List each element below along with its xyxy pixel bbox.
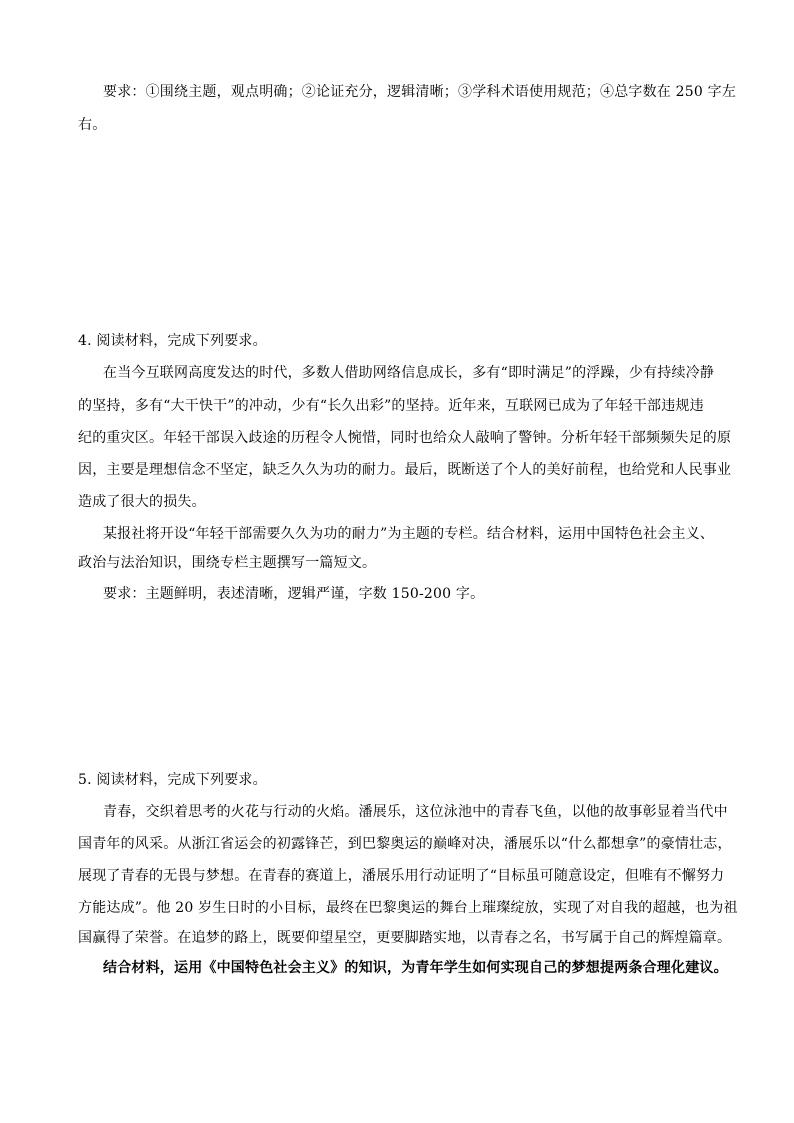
q3-requirement-line1: 要求：①围绕主题，观点明确；②论证充分，逻辑清晰；③学科术语使用规范；④总字数在 250 字左 [103, 84, 737, 100]
q5-paragraph-line: 青春，交织着思考的火花与行动的火焰。潘展乐，这位泳池中的青春飞鱼，以他的故事彰显着当代中 [103, 804, 728, 820]
q3-requirement-line2: 右。 [78, 117, 107, 133]
q4-paragraph1-line: 因，主要是理想信念不坚定，缺乏久久为功的耐力。最后，既断送了个人的美好前程，也给党和人民事业 [78, 462, 732, 478]
q5-paragraph-line: 国青年的风采。从浙江省运会的初露锋芒，到巴黎奥运的巅峰对决，潘展乐以“什么都想拿”的豪情壮志， [78, 836, 732, 852]
q4-requirement: 要求：主题鲜明，表述清晰，逻辑严谨，字数 150-200 字。 [103, 586, 485, 602]
q4-paragraph1-line: 纪的重灾区。年轻干部误入歧途的历程令人惋惜，同时也给众人敲响了警钟。分析年轻干部频频失足的原 [78, 430, 732, 446]
q5-paragraph-line: 展现了青春的无畏与梦想。在青春的赛道上，潘展乐用行动证明了“目标虽可随意设定，但唯有不懈努力 [78, 868, 725, 884]
q5-heading: 5. 阅读材料，完成下列要求。 [78, 772, 267, 788]
q4-paragraph1-line: 造成了很大的损失。 [78, 494, 206, 510]
q4-paragraph2-line: 某报社将开设“年轻干部需要久久为功的耐力”为主题的专栏。结合材料，运用中国特色社会主义、 [103, 526, 715, 542]
q5-paragraph-line: 方能达成”。他 20 岁生日时的小目标，最终在巴黎奥运的舞台上璀璨绽放，实现了对自我的超越，也为祖 [78, 900, 738, 916]
q4-paragraph1-line: 的坚持，多有“大干快干”的冲动，少有“长久出彩”的坚持。近年来，互联网已成为了年轻干部违规违 [78, 398, 704, 414]
q4-paragraph1-line: 在当今互联网高度发达的时代，多数人借助网络信息成长，多有“即时满足”的浮躁，少有持续冷静 [103, 365, 715, 381]
q5-paragraph-line: 国赢得了荣誉。在追梦的路上，既要仰望星空，更要脚踏实地，以青春之名，书写属于自己的辉煌篇章。 [78, 930, 732, 946]
q4-heading: 4. 阅读材料，完成下列要求。 [78, 333, 267, 349]
q4-paragraph2-line: 政治与法治知识，围绕专栏主题撰写一篇短文。 [78, 555, 377, 571]
q5-question: 结合材料，运用《中国特色社会主义》的知识，为青年学生如何实现自己的梦想提两条合理化建议。 [103, 960, 728, 976]
